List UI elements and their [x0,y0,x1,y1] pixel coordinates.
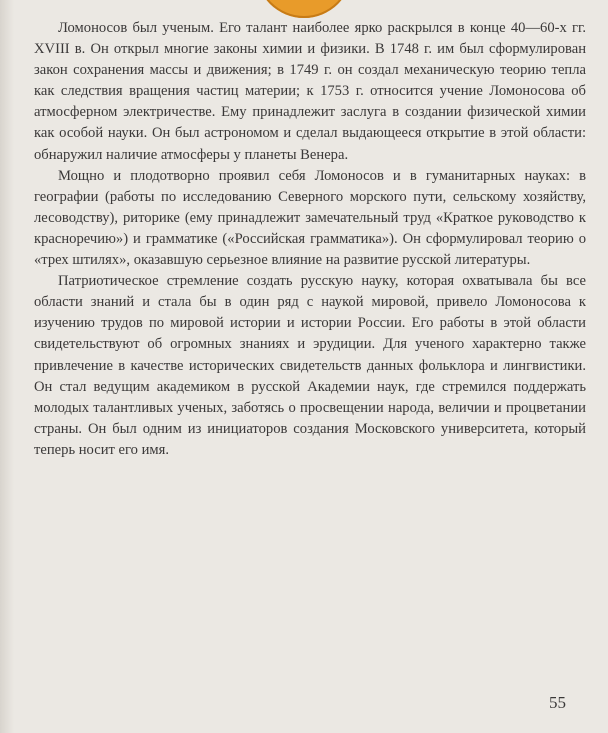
paragraph-3: Патриотическое стремление создать русскую науку, которая охватывала бы все области знаний и стала бы в один ряд с наукой мировой, привело Ломоносова к изучению трудов по мировой истории и истории России. Его работы в этой области свидетельствуют об огромных знаниях и эрудиции. Для ученого характерно также привлечение в качестве исторических свидетельств данных фольклора и лингвистики. Он стал ведущим академиком в русской Академии наук, где стремился поддержать молодых талантливых ученых, заботясь о просвещении народа, величии и процветании страны. Он был одним из инициаторов создания Московского университета, который теперь носит его имя. [34,273,586,458]
paragraph-1: Ломоносов был ученым. Его талант наиболее ярко раскрылся в конце 40—60-х гг. XVIII в. Он открыл многие законы химии и физики. В 1748 г. им был сформулирован закон сохранения массы и движения; в 1749 г. он создал механическую теорию тепла как следствия вращения частиц материи; к 1753 г. относится учение Ломоносова об атмосферном электричестве. Ему принадлежит заслуга в создании физической химии как особой науки. Он был астрономом и сделал выдающееся открытие в этой области: обнаружил наличие атмосферы у планеты Венера. [34,20,586,163]
paragraph-2: Мощно и плодотворно проявил себя Ломоносов и в гуманитарных науках: в географии (работы по исследованию Северного морского пути, сельскому хозяйству, лесоводству), риторике (ему принадлежит замечательный труд «Краткое руководство к красноречию») и грамматике («Российская грамматика»). Он сформулировал теорию о «трех штилях», оказавшую серьезное влияние на развитие русской литературы. [34,167,586,269]
page-number: 55 [549,693,566,712]
top-ornament-circle [256,0,352,18]
page-edge [0,0,14,733]
text-block [34,18,586,461]
